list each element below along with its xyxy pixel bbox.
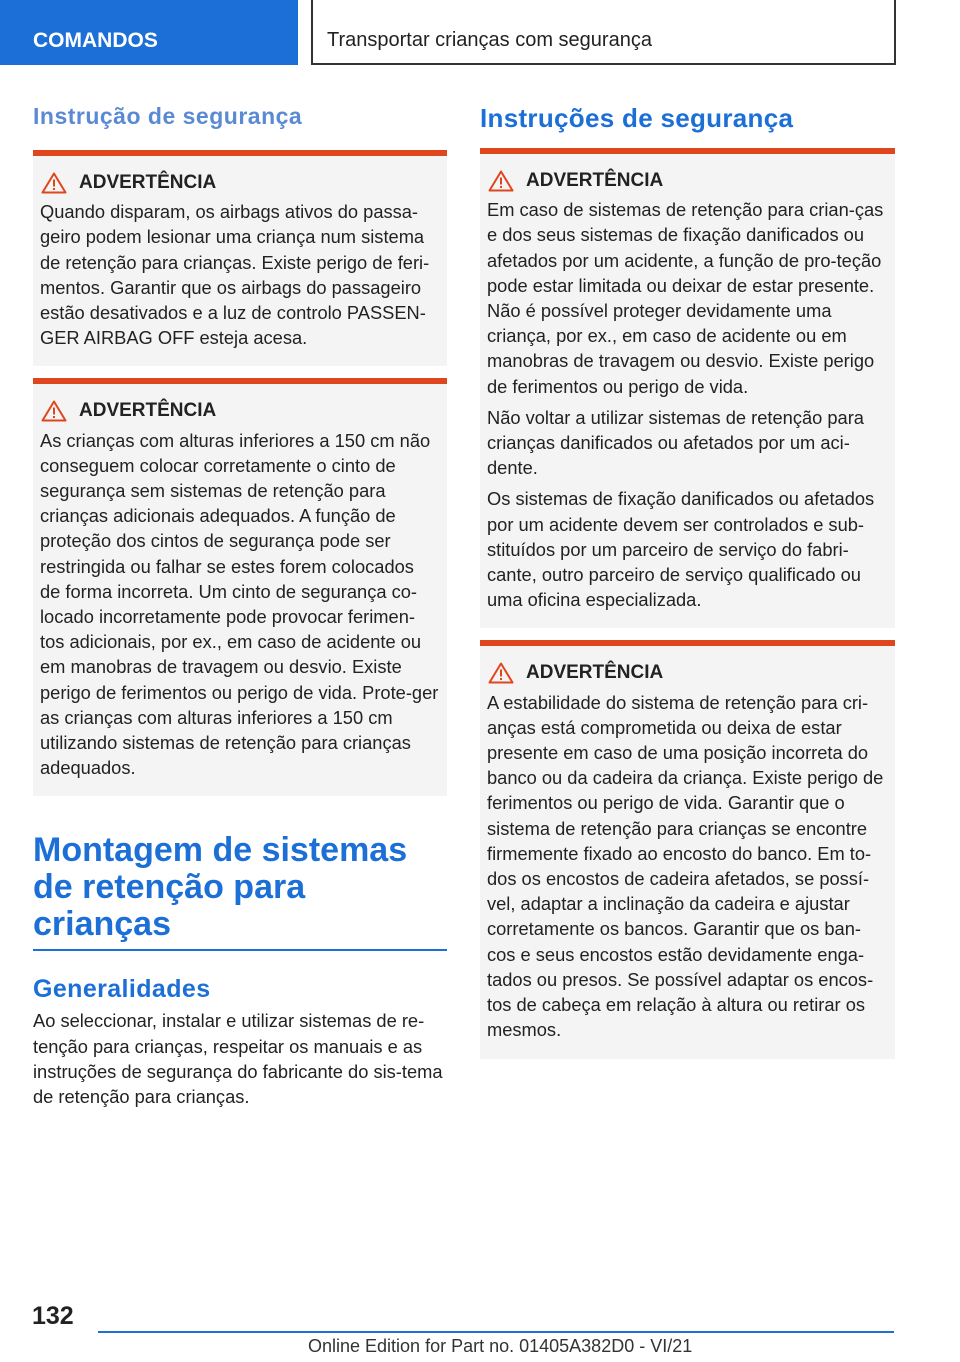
warning-box-height xyxy=(33,378,447,796)
right-heading: Instruções de segurança xyxy=(480,103,794,133)
header-section-label: COMANDOS xyxy=(33,29,158,52)
right-column xyxy=(480,100,895,1059)
warning-label: ADVERTÊNCIA xyxy=(526,170,664,191)
warning-text-2: Não voltar a utilizar sistemas de retenção para crianças danificados ou afetados por um aci-dente. xyxy=(487,406,864,479)
footer-edition: Online Edition for Part no. 01405A382D0 - VI/21 xyxy=(308,1336,693,1356)
left-column xyxy=(33,100,447,1109)
warning-text-1: Em caso de sistemas de retenção para crian-ças e dos seus sistemas de fixação danificados ou afetados por um acidente, a função de pro-teção pode estar limitada ou deixar de estar presente. Não é possível proteger devidamente uma criança, por ex., em caso de acidente ou em manobras de travagem ou desvio. Existe perigo de ferimentos ou perigo de vida. xyxy=(487,199,884,397)
subsection-title: Generalidades xyxy=(33,975,211,1004)
warning-text: Quando disparam, os airbags ativos do passa-geiro podem lesionar uma criança num sistema de retenção para crianças. Existe perigo de feri-mentos. Garantir que os airbags do passageiro estão desativados e a luz de controlo PASSEN-GER AIRBAG OFF esteja acesa. xyxy=(40,201,430,349)
warning-label: ADVERTÊNCIA xyxy=(79,172,217,193)
warning-text: A estabilidade do sistema de retenção para cri-anças está comprometida ou deixa de estar presente em caso de uma posição incorreta do banco ou da cadeira da criança. Existe perigo de ferimentos ou perigo de vida. Garantir que o sistema de retenção para crianças se encontre firmemente fixado ao encosto do banco. Em to-dos os encostos de cadeira afetados, se possí-vel, adaptar a inclinação da cadeira e ajustar corretamente os bancos. Garantir que os ban-cos e seus encostos estão devidamente enga-tados ou presos. Se possível adaptar os encos-tos de cabeça em relação à altura ou retirar os mesmos. xyxy=(487,691,884,1041)
warning-triangle-icon xyxy=(41,400,67,422)
footer-divider xyxy=(98,1331,894,1333)
warning-header xyxy=(487,660,887,685)
warning-triangle-icon xyxy=(488,662,514,684)
warning-label: ADVERTÊNCIA xyxy=(79,400,217,422)
section-title: Montagem de sistemas de retenção para crianças xyxy=(33,832,447,951)
warning-header xyxy=(40,398,439,423)
warning-label: ADVERTÊNCIA xyxy=(526,662,664,684)
warning-header xyxy=(40,170,439,195)
warning-box-airbag xyxy=(33,150,447,366)
header-section-tab xyxy=(0,0,298,65)
general-paragraph: Ao seleccionar, instalar e utilizar sistemas de re-tenção para crianças, respeitar os manuais e as instruções de segurança do fabricante do sis-tema de retenção para crianças. xyxy=(33,1010,443,1108)
warning-triangle-icon xyxy=(41,172,67,194)
warning-text: As crianças com alturas inferiores a 150 cm não conseguem colocar corretamente o cinto de segurança sem sistemas de retenção para crianças adicionais adequados. A função de proteção dos cintos de segurança pode ser restringida ou falhar se estes forem colocados de forma incorreta. Um cinto de segurança co-locado incorretamente pode provocar ferimen-tos adicionais, por ex., em caso de acidente ou em manobras de travagem ou desvio. Existe perigo de ferimentos ou perigo de vida. Prote-ger as crianças com alturas inferiores a 150 cm utilizando sistemas de retenção para crianças adequados. xyxy=(40,429,439,779)
header-chapter-label: Transportar crianças com segurança xyxy=(327,29,652,51)
warning-header xyxy=(487,168,887,193)
warning-triangle-icon xyxy=(488,170,514,192)
warning-text-3: Os sistemas de fixação danificados ou afetados por um acidente devem ser controlados e sub-stituídos por um parceiro de serviço do fabri-cante, outro parceiro de serviço qualificado ou uma oficina especializada. xyxy=(487,488,875,611)
page-number: 132 xyxy=(32,1302,74,1330)
warning-box-damaged xyxy=(480,148,895,628)
warning-box-stability xyxy=(480,640,895,1058)
left-heading: Instrução de segurança xyxy=(33,103,303,129)
header-chapter-tab xyxy=(311,0,896,65)
